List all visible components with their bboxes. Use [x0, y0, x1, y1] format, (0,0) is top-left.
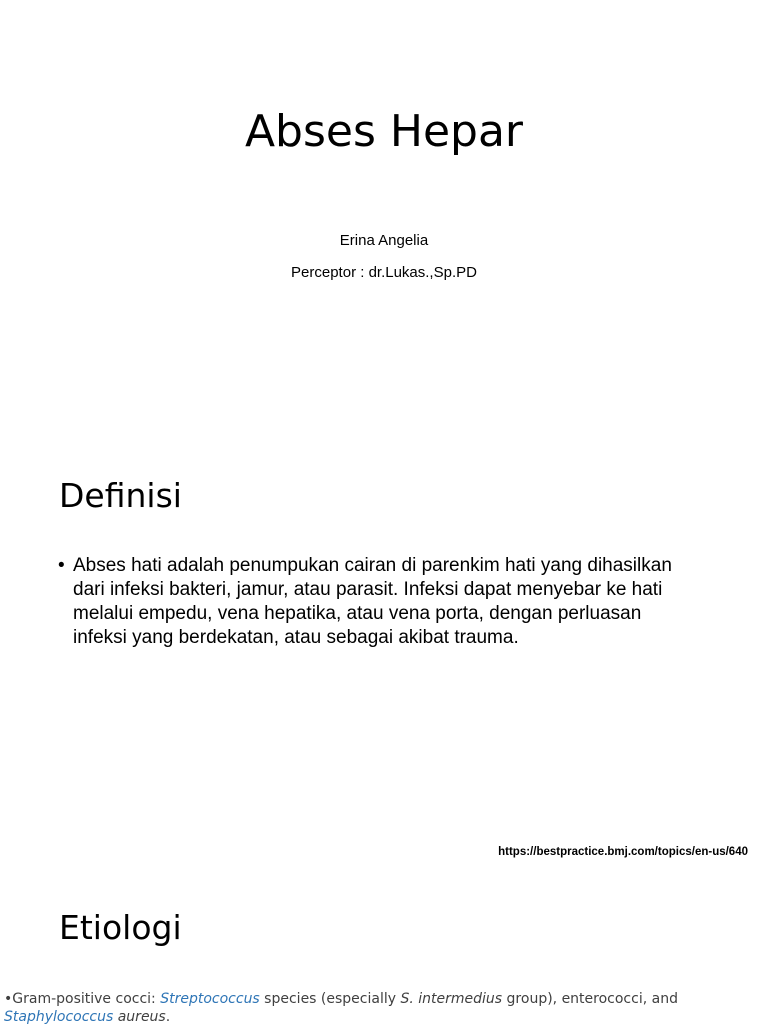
etiology-heading: Etiologi — [59, 908, 182, 947]
title-slide — [0, 0, 768, 432]
definition-bullet — [58, 554, 698, 650]
etiology-bullet — [4, 990, 768, 1024]
presentation-title: Abses Hepar — [244, 106, 524, 157]
bullet-marker: • — [58, 555, 65, 576]
etiology-slide — [0, 882, 768, 1024]
etiology-text-2: group), enterococci, and — [502, 991, 678, 1007]
genus-staphylococcus: Staphylococcus — [4, 1009, 114, 1024]
etiology-suffix: . — [165, 1009, 171, 1024]
author-name: Erina Angelia — [339, 232, 429, 249]
source-url: https://bestpractice.bmj.com/topics/en-us/640 — [498, 846, 748, 858]
definition-text: Abses hati adalah penumpukan cairan di parenkim hati yang dihasilkan dari infeksi bakteri, jamur, atau parasit. Infeksi dapat menyebar ke hati melalui empedu, vena hepatika, atau vena porta, dengan perluasan infeksi yang berdekatan, atau sebagai akibat trauma. — [73, 555, 672, 648]
species-aureus: aureus — [113, 1009, 166, 1024]
definition-slide — [0, 432, 768, 882]
genus-streptococcus: Streptococcus — [160, 991, 260, 1007]
etiology-prefix: •Gram-positive cocci: — [4, 991, 161, 1007]
etiology-text-1: species (especially — [259, 991, 401, 1007]
species-intermedius: S. intermedius — [400, 991, 503, 1007]
definition-heading: Definisi — [59, 476, 182, 515]
perceptor-name: Perceptor : dr.Lukas.,Sp.PD — [291, 264, 477, 281]
